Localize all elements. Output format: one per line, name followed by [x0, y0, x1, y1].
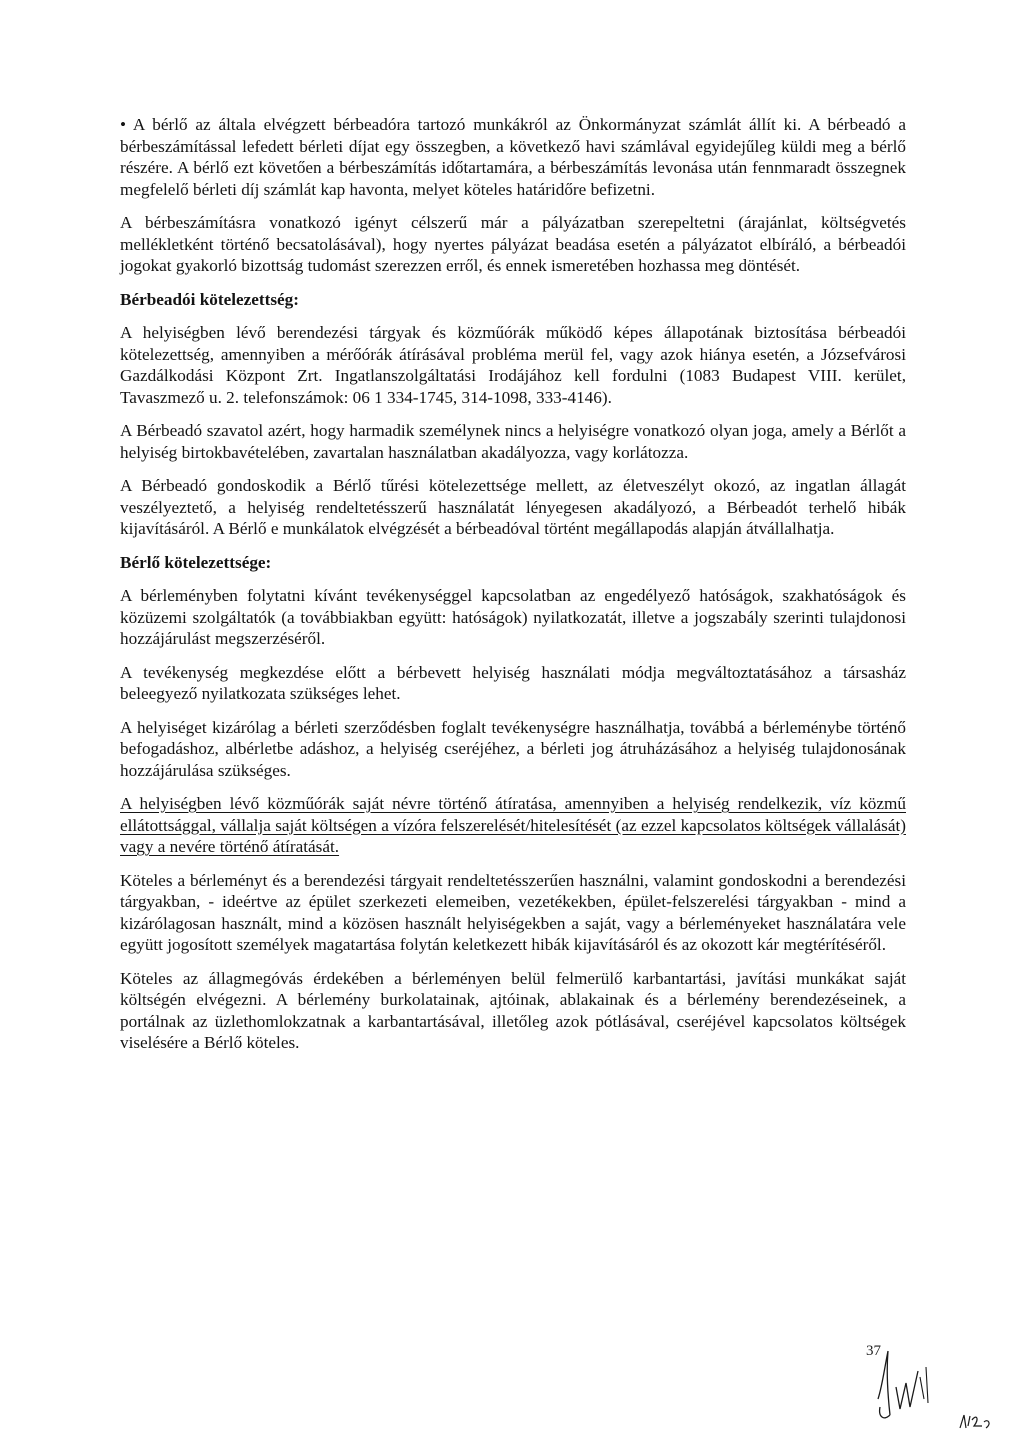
document-page	[120, 114, 906, 1066]
handwritten-page-mark	[958, 1412, 998, 1432]
handwritten-initials	[866, 1337, 942, 1427]
heading-tenant-obligation: Bérlő kötelezettsége:	[120, 552, 272, 572]
paragraph-third-party-rights: A Bérbeadó szavatol azért, hogy harmadik személynek nincs a helyiségre vonatkozó olyan joga, amely a Bérlőt a helyiség birtokbavételében, zavartalan használatban akadályozza, vagy korlátozza.	[120, 421, 906, 462]
paragraph-condominium-consent: A tevékenység megkezdése előtt a bérbevett helyiség használati módja megváltoztatásához a társasház beleegyező nyilatkozata szükséges lehet.	[120, 662, 906, 703]
paragraph-maintenance: Köteles az állagmegóvás érdekében a bérleményen belül felmerülő karbantartási, javítási munkákat saját költségén elvégezni. A bérlemény burkolatainak, ajtóinak, ablakainak és a bérlemény berendezéseinek, a portálnak az üzlethomlokzatnak a karbantartásával, illetőleg azok pótlásával, cseréjével kapcsolatos költségek viselésére a Bérlő köteles.	[120, 968, 906, 1052]
paragraph-proper-use: Köteles a bérleményt és a berendezési tárgyait rendeltetésszerűen használni, valamint gondoskodni a berendezési tárgyakban, - ideértve az épület szerkezeti elemeiben, vezetékekben, épület-felszerelési tárgyakban - mind a kizárólagosan használt, mind a közösen használt helyiségekben a saját, vagy a bérleményeket használatára vele együtt jogosított személyek magatartása folytán keletkezett hibák kijavításáról és az okozott kár megtérítéséről.	[120, 870, 906, 954]
paragraph-authority-permits: A bérleményben folytatni kívánt tevékenységgel kapcsolatban az engedélyező hatóságok, szakhatóságok és közüzemi szolgáltatók (a továbbiakban együtt: hatóságok) nyilatkozatát, illetve a jogszabály szerinti tulajdonosi hozzájárulást megszerzéséről.	[120, 586, 906, 648]
paragraph-landlord-repairs: A Bérbeadó gondoskodik a Bérlő tűrési kötelezettsége mellett, az életveszélyt okozó, az ingatlan állagát veszélyeztető, a helyiség rendeltetésszerű használatát lényegesen akadályozó, a Bérbeadót terhelő hibák kijavításáról. A Bérlő e munkálatok elvégzését a bérbeadóval történt megállapodás alapján átvállalhatja.	[120, 476, 906, 538]
paragraph-rent-offset-claim: A bérbeszámításra vonatkozó igényt célszerű már a pályázatban szerepeltetni (árajánlat, költségvetés mellékletként történő becsatolásával), hogy nyertes pályázat beadása esetén a pályázatot elbíráló, a bérbeadói jogokat gyakorló bizottság tudomást szerezzen erről, és ennek ismeretében hozhassa meg döntését.	[120, 213, 906, 275]
page-number: 37	[866, 1343, 881, 1359]
paragraph-permitted-use: A helyiséget kizárólag a bérleti szerződésben foglalt tevékenységre használhatja, továbbá a bérleménybe történő befogadáshoz, albérletbe adáshoz, a helyiség cseréjéhez, a bérleti jog átruházásához a helyiség tulajdonosának hozzájárulása szükséges.	[120, 717, 906, 780]
heading-landlord-obligation: Bérbeadói kötelezettség:	[120, 289, 299, 309]
paragraph-utility-meters: A helyiségben lévő berendezési tárgyak és közműórák működő képes állapotának biztosítása bérbeadói kötelezettség, amennyiben a mérőórák átírásával probléma merül fel, vagy azok hiánya esetén, a Józsefvárosi Gazdálkodási Központ Zrt. Ingatlanszolgáltatási Irodájához kell fordulni (1083 Budapest VIII. kerület, Tavaszmező u. 2. telefonszámok: 06 1 334-1745, 314-1098, 333-4146).	[120, 323, 906, 407]
paragraph-invoice-bullet: • A bérlő az általa elvégzett bérbeadóra tartozó munkákról az Önkormányzat számlát állít ki. A bérbeadó a bérbeszámítással lefedett bérleti díjat egy összegben, a következő havi számlával egyidejűleg küldi meg a bérlő részére. A bérlő ezt követően a bérbeszámítás időtartamára, a bérbeszámítás levonása után fennmaradt összegnek megfelelő bérleti díj számlát kap havonta, melyet köteles határidőre befizetni.	[120, 115, 906, 199]
paragraph-meter-transfer: A helyiségben lévő közműórák saját névre történő átíratása, amennyiben a helyiség rendelkezik, víz közmű ellátottsággal, vállalja saját költségen a vízóra felszerelését/hitelesítését (az ezzel kapcsolatos költségek vállalását) vagy a nevére történő átíratását.	[120, 794, 906, 856]
